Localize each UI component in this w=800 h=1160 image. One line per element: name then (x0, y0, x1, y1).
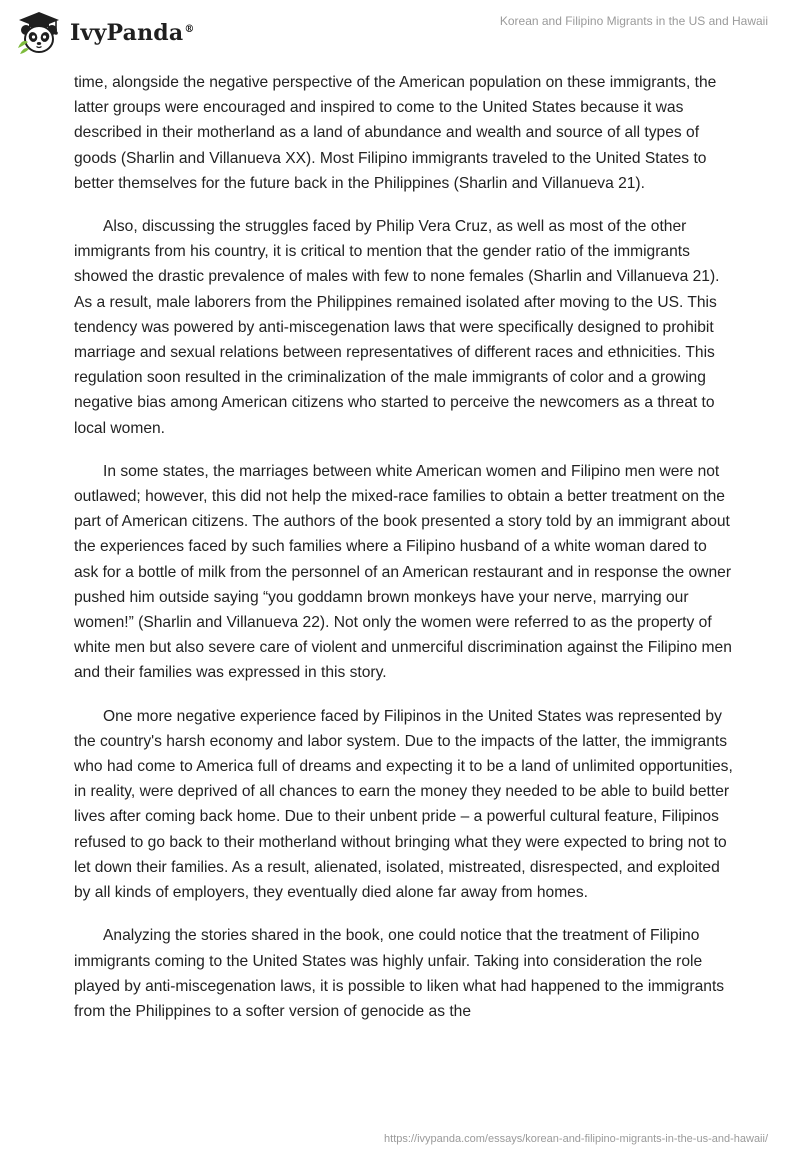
source-url-link[interactable]: https://ivypanda.com/essays/korean-and-filipino-migrants-in-the-us-and-hawaii/ (384, 1133, 768, 1145)
document-title: Korean and Filipino Migrants in the US and Hawaii (499, 14, 768, 28)
essay-body (74, 70, 734, 1042)
panda-mascot-icon (14, 8, 64, 58)
brand-name-text: IvyPanda (70, 20, 184, 46)
page-header (0, 0, 800, 64)
brand-name (70, 20, 195, 46)
registered-mark: ® (184, 23, 195, 35)
paragraph-1: time, alongside the negative perspective of the American population on these immigrants, the latter groups were encouraged and inspired to come to the United States because it was described in their motherland as a land of abundance and wealth and source of all types of goods (Sharlin and Villanueva XX). Most Filipino immigrants traveled to the United States to better themselves for the future back in the Philippines (Sharlin and Villanueva 21). (74, 74, 717, 192)
paragraph-4: One more negative experience faced by Filipinos in the United States was represented by the country's harsh economy and labor system. Due to the impacts of the latter, the immigrants who had come to America full of dreams and expecting it to be a land of unlimited opportunities, in reality, were deprived of all chances to earn the money they needed to be able to build better lives after coming back home. Due to their unbent pride – a powerful cultural feature, Filipinos refused to go back to their motherland without bringing what they were expected to bring not to let down their families. As a result, alienated, isolated, mistreated, disrespected, and exploited by all kinds of employers, they eventually died alone far away from homes. (74, 707, 733, 902)
brand-logo[interactable] (14, 8, 195, 58)
paragraph-2: Also, discussing the struggles faced by Philip Vera Cruz, as well as most of the other immigrants from his country, it is critical to mention that the gender ratio of the immigrants showed the drastic prevalence of males with few to none females (Sharlin and Villanueva 21). As a result, male laborers from the Philippines remained isolated after moving to the US. This tendency was powered by anti-miscegenation laws that were specifically designed to prohibit marriage and sexual relations between representatives of different races and ethnicities. This regulation soon resulted in the criminalization of the male immigrants of color and a growing negative bias among American citizens who started to perceive the newcomers as a threat to local women. (74, 218, 720, 437)
paragraph-3: In some states, the marriages between white American women and Filipino men were not outlawed; however, this did not help the mixed-race families to obtain a better treatment on the part of American citizens. The authors of the book presented a story told by an immigrant about the experiences faced by such families where a Filipino husband of a white woman dared to ask for a bottle of milk from the personnel of an American restaurant and in response the owner pushed him outside saying “you goddamn brown monkeys have your nerve, marrying our women!” (Sharlin and Villanueva 22). Not only the women were referred to as the property of white men but also severe care of violent and unmerciful discrimination against the Filipino men and their families was expressed in this story. (74, 462, 732, 682)
paragraph-5: Analyzing the stories shared in the book, one could notice that the treatment of Filipino immigrants coming to the United States was highly unfair. Taking into consideration the role played by anti-miscegenation laws, it is possible to liken what had happened to the immigrants from the Philippines to a softer version of genocide as the (74, 927, 725, 1020)
